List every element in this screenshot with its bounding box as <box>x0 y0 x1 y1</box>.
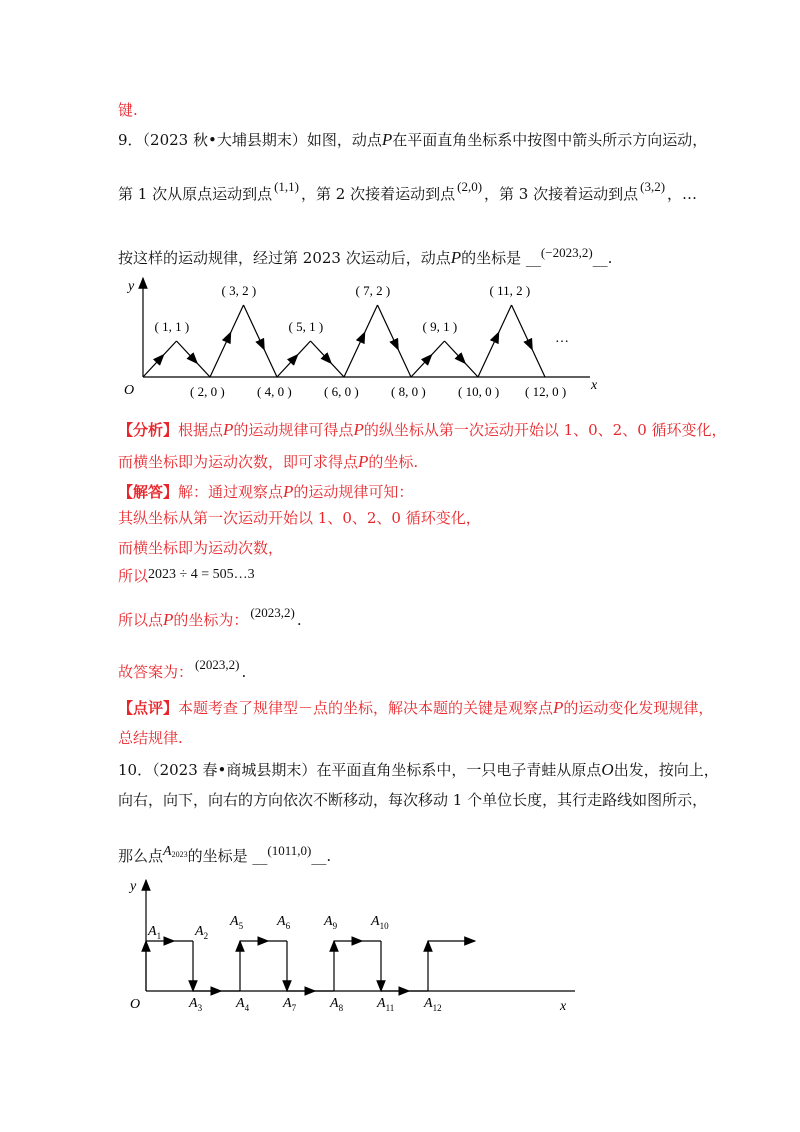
base-label: ( 10, 0 ) <box>458 384 500 399</box>
path-arrow <box>411 355 432 377</box>
q9-point-3: (3,2) <box>640 179 666 194</box>
point-label-subscript: 1 <box>156 931 162 941</box>
frog-path <box>146 941 475 991</box>
solution-text: 所以点 <box>118 611 164 629</box>
base-label: ( 12, 0 ) <box>525 384 567 399</box>
q10-text: 的坐标是 <box>187 847 248 865</box>
frog-point-labels <box>147 914 442 1013</box>
q10-line1 <box>118 760 719 780</box>
q9-text: 第 1 次从原点运动到点 <box>118 185 273 203</box>
solution-text: 根据点 <box>178 421 224 439</box>
path-segment <box>164 341 177 355</box>
point-label: $A_4$ <box>236 996 250 1013</box>
path-arrow <box>311 341 332 363</box>
analysis-tag: 【分析】 <box>118 421 179 439</box>
point-label-subscript: 9 <box>332 921 338 931</box>
solution-text: 所以 <box>118 567 149 585</box>
path-arrow <box>210 332 231 377</box>
q10-number: 10． <box>118 761 153 779</box>
point-label: $A_7$ <box>283 996 297 1013</box>
origin-label: O <box>124 383 135 398</box>
path-arrow <box>277 355 298 377</box>
solution-text: 的纵坐标从第一次运动开始以 1、0、2、0 循环变化， <box>363 421 727 439</box>
point-label-subscript: 6 <box>285 921 291 931</box>
q9-source: （2023 秋•大埔县期末） <box>142 131 307 149</box>
path-arrow <box>512 305 533 350</box>
point-label: $A_{12}$ <box>424 996 442 1013</box>
point-label-subscript: 7 <box>291 1003 297 1013</box>
point-label: $A_2$ <box>195 924 209 941</box>
q9-number: 9． <box>118 131 143 149</box>
analysis-line1 <box>118 420 727 440</box>
answer-line2: 其纵坐标从第一次运动开始以 1、0、2、0 循环变化， <box>118 509 481 527</box>
q10-source: （2023 春•商城县期末） <box>152 761 317 779</box>
point-label: $A_1$ <box>148 924 162 941</box>
y-axis-label: y <box>130 879 137 894</box>
solution-text: 的坐标为： <box>173 611 249 629</box>
x-axis-label: x <box>591 378 598 393</box>
point-label-subscript: 3 <box>197 1003 203 1013</box>
path-segment <box>499 305 512 332</box>
comment-line1 <box>118 698 713 718</box>
answer-line1 <box>118 482 413 502</box>
point-label-subscript: 12 <box>432 1003 442 1013</box>
solution-text: 的坐标. <box>368 453 419 471</box>
solution-text: 的运动规律可得点 <box>233 421 354 439</box>
point-label-subscript: 11 <box>385 1003 395 1013</box>
q9-point-1: (1,1) <box>274 179 300 194</box>
var-a: A <box>163 844 172 859</box>
comment-line2: 总结规律. <box>118 729 183 747</box>
y-axis-label: y <box>128 279 135 294</box>
q9-text: 的坐标是 <box>461 249 522 267</box>
q9-figure <box>110 270 610 410</box>
path-segment <box>432 341 445 355</box>
path-segment <box>398 350 411 377</box>
peak-label: ( 3, 2 ) <box>221 283 257 298</box>
path-segment <box>197 363 210 377</box>
path-segment <box>365 305 378 332</box>
result-coordinate: (2023,2) <box>250 605 295 620</box>
var-p: P <box>283 482 294 501</box>
solution-text: 故答案为： <box>118 663 194 681</box>
path-arrow <box>378 305 399 350</box>
q9-answer: (−2023,2) <box>540 245 593 260</box>
q9-line3 <box>118 245 613 269</box>
q10-figure <box>110 870 590 1030</box>
solution-text: 的运动规律可知： <box>293 483 414 501</box>
q9-text: ，第 3 次接着运动到点 <box>484 185 639 203</box>
q10-answer: (1011,0) <box>267 843 312 858</box>
path-arrow <box>445 341 466 363</box>
q9-text: ，… <box>667 185 698 203</box>
path-segment <box>264 350 277 377</box>
blank: __. <box>592 249 613 267</box>
path-segment <box>298 341 311 355</box>
x-axis-label: x <box>560 999 567 1014</box>
path-segment <box>231 305 244 332</box>
prev-answer-fragment: 键. <box>118 101 138 119</box>
var-p: P <box>163 610 174 629</box>
motion-path <box>143 305 545 377</box>
solution-text: 本题考查了规律型－点的坐标，解决本题的关键是观察点 <box>178 699 554 717</box>
point-label: $A_{10}$ <box>371 914 389 931</box>
path-arrow <box>244 305 265 350</box>
base-label: ( 4, 0 ) <box>257 384 292 399</box>
q9-text: 在平面直角坐标系中按图中箭头所示方向运动， <box>392 131 708 149</box>
q10-text: 在平面直角坐标系中，一只电子青蛙从原点 <box>316 761 602 779</box>
solution-text: 的运动变化发现规律， <box>563 699 714 717</box>
answer-line6: 故答案为： (2023,2) . <box>118 657 247 681</box>
base-label: ( 2, 0 ) <box>190 384 225 399</box>
path-arrow <box>177 341 198 363</box>
answer-tag: 【解答】 <box>118 483 179 501</box>
analysis-line2 <box>118 452 418 472</box>
var-p: P <box>358 452 369 471</box>
point-label: $A_{11}$ <box>377 996 395 1013</box>
division-expression: 2023 ÷ 4 = 505…3 <box>148 567 255 582</box>
base-label: ( 6, 0 ) <box>324 384 359 399</box>
q9-text: 如图，动点 <box>306 131 382 149</box>
q10-line3 <box>118 843 332 869</box>
ellipsis: … <box>555 331 569 346</box>
q9-line2 <box>118 179 698 205</box>
point-label: $A_3$ <box>189 996 203 1013</box>
peak-label: ( 5, 1 ) <box>288 319 324 334</box>
point-label: $A_5$ <box>230 914 244 931</box>
peak-label: ( 1, 1 ) <box>154 319 190 334</box>
q9-point-2: (2,0) <box>457 179 483 194</box>
base-label: ( 8, 0 ) <box>391 384 426 399</box>
q10-line2: 向右，向下，向右的方向依次不断移动，每次移动 1 个单位长度，其行走路线如图所示， <box>118 791 708 809</box>
final-answer: (2023,2) <box>195 657 240 672</box>
path-segment <box>331 363 344 377</box>
path-arrow <box>478 332 499 377</box>
point-label: $A_6$ <box>277 914 291 931</box>
point-label-subscript: 8 <box>338 1003 344 1013</box>
peak-label: ( 7, 2 ) <box>355 283 391 298</box>
point-label-subscript: 4 <box>244 1003 250 1013</box>
peak-label: ( 11, 2 ) <box>489 283 531 298</box>
point-label-subscript: 10 <box>379 921 389 931</box>
blank: __ <box>525 249 541 267</box>
path-arrow <box>143 355 164 377</box>
point-label-subscript: 2 <box>203 931 209 941</box>
solution-text: 解：通过观察点 <box>178 483 284 501</box>
origin-label: O <box>130 997 141 1012</box>
point-label: $A_9$ <box>324 914 338 931</box>
point-label: $A_8$ <box>330 996 344 1013</box>
peak-label: ( 9, 1 ) <box>422 319 458 334</box>
q9-text: ，第 2 次接着运动到点 <box>301 185 456 203</box>
var-p: P <box>353 420 364 439</box>
q9-text: 按这样的运动规律，经过第 2023 次运动后，动点 <box>118 249 451 267</box>
path-arrow <box>344 332 365 377</box>
var-p: P <box>223 420 234 439</box>
comment-tag: 【点评】 <box>118 699 179 717</box>
blank: __. <box>311 847 332 865</box>
var-a-subscript: 2023 <box>171 850 188 859</box>
var-p: P <box>553 698 564 717</box>
var-p: P <box>381 130 393 149</box>
point-label-subscript: 5 <box>238 921 244 931</box>
path-segment <box>532 350 545 377</box>
answer-line3: 而横坐标即为运动次数， <box>118 539 284 557</box>
path-segment <box>465 363 478 377</box>
var-o: O <box>601 760 614 779</box>
q9-line1 <box>118 130 707 150</box>
var-p: P <box>450 248 462 267</box>
solution-text: 而横坐标即为运动次数，即可求得点 <box>118 453 359 471</box>
answer-line4 <box>118 566 255 588</box>
answer-line5: 所以点P的坐标为： (2023,2) . <box>118 605 302 629</box>
q10-text: 出发，按向上， <box>613 761 719 779</box>
blank: __ <box>252 847 268 865</box>
q10-text: 那么点 <box>118 847 164 865</box>
